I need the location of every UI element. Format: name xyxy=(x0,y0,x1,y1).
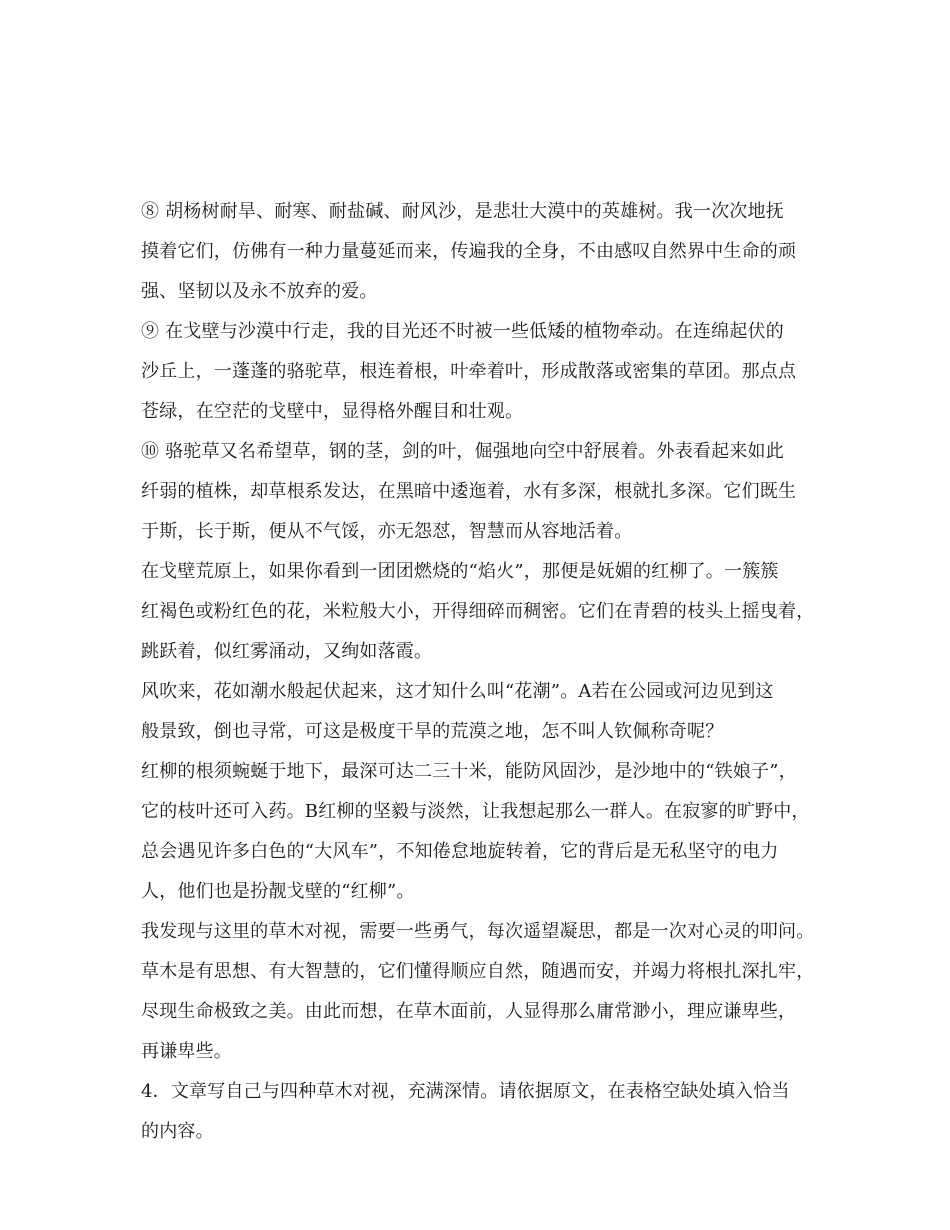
text-line: 苍绿，在空茫的戈壁中，显得格外醒目和壮观。 xyxy=(141,401,524,422)
text-line: 人，他们也是扮靓戈壁的“红柳”。 xyxy=(141,881,415,902)
text-line: 纤弱的植株，却草根系发达，在黑暗中逶迤着，水有多深，根就扎多深。它们既生 xyxy=(141,481,797,502)
text-line: 红柳的根须蜿蜒于地下，最深可达二三十米，能防风固沙，是沙地中的“铁娘子”， xyxy=(141,761,797,782)
text-line: 沙丘上，一蓬蓬的骆驼草，根连着根，叶牵着叶，形成散落或密集的草团。那点点 xyxy=(141,361,797,382)
question-line: 4．文章写自己与四种草木对视，充满深情。请依据原文，在表格空缺处填入恰当 xyxy=(141,1081,790,1102)
text-line: 尽现生命极致之美。由此而想，在草木面前，人显得那么庸常渺小，理应谦卑些， xyxy=(141,1001,797,1022)
text-line: 红褐色或粉红色的花，米粒般大小，开得细碎而稠密。它们在青碧的枝头上摇曳着， xyxy=(141,601,815,622)
text-line: ⑨ 在戈壁与沙漠中行走，我的目光还不时被一些低矮的植物牵动。在连绵起伏的 xyxy=(141,321,784,342)
text-line: 它的枝叶还可入药。B红柳的坚毅与淡然，让我想起那么一群人。在寂寥的旷野中， xyxy=(141,801,810,822)
text-line: ⑩ 骆驼草又名希望草，钢的茎，剑的叶，倔强地向空中舒展着。外表看起来如此 xyxy=(141,441,784,462)
text-line: 我发现与这里的草木对视，需要一些勇气，每次遥望凝思，都是一次对心灵的叩问。 xyxy=(141,921,815,942)
text-line: 草木是有思想、有大智慧的，它们懂得顺应自然，随遇而安，并竭力将根扎深扎牢， xyxy=(141,961,815,982)
text-line: 强、坚韧以及永不放弃的爱。 xyxy=(141,281,378,302)
text-line: 在戈壁荒原上，如果你看到一团团燃烧的“焰火”，那便是妩媚的红柳了。一簇簇 xyxy=(141,561,779,582)
question-line: 的内容。 xyxy=(141,1121,214,1142)
text-line: 再谦卑些。 xyxy=(141,1041,232,1062)
text-line: 于斯，长于斯，便从不气馁，亦无怨怼，智慧而从容地活着。 xyxy=(141,521,633,542)
text-line: 跳跃着，似红雾涌动，又绚如落霞。 xyxy=(141,641,433,662)
text-line: 风吹来，花如潮水般起伏起来，这才知什么叫“花潮”。A若在公园或河边见到这 xyxy=(141,681,774,702)
text-line: ⑧ 胡杨树耐旱、耐寒、耐盐碱、耐风沙，是悲壮大漠中的英雄树。我一次次地抚 xyxy=(141,201,784,222)
text-line: 般景致，倒也寻常，可这是极度干旱的荒漠之地，怎不叫人钦佩称奇呢？ xyxy=(141,721,724,742)
text-line: 摸着它们，仿佛有一种力量蔓延而来，传遍我的全身，不由感叹自然界中生命的顽 xyxy=(141,241,797,262)
text-line: 总会遇见许多白色的“大风车”，不知倦怠地旋转着，它的背后是无私坚守的电力 xyxy=(141,841,779,862)
document-body xyxy=(141,192,831,1152)
